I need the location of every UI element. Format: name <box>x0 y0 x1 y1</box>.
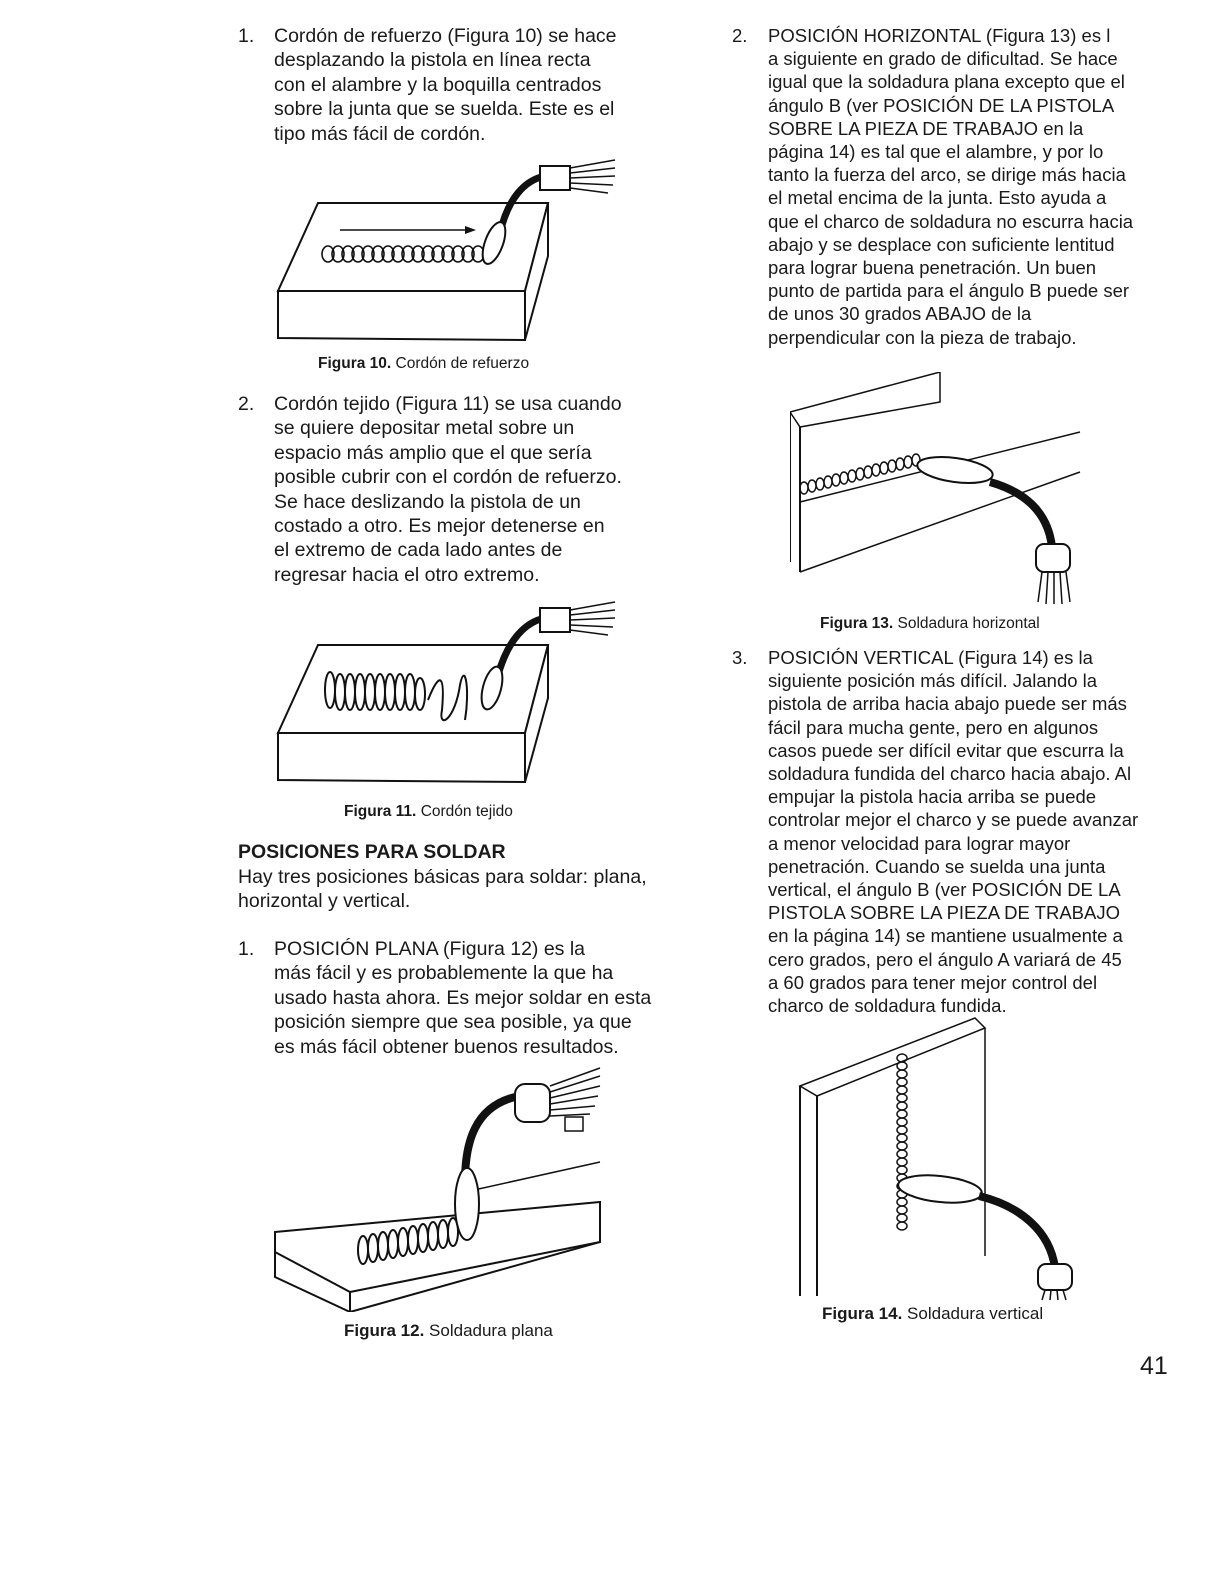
list-number: 3. <box>732 647 748 668</box>
figure-label: Figura 13. <box>820 615 894 632</box>
figure-14-illustration <box>795 1016 1095 1301</box>
figure-caption-text: Soldadura vertical <box>907 1304 1044 1323</box>
list-text: POSICIÓN PLANA (Figura 12) es la más fácil y es probablemente la que ha usado hasta ahora. Es mejor soldar en esta posición siempre que sea posible, ya que es más fácil obtener buenos resultados. <box>274 938 652 1058</box>
figure-13-caption <box>820 614 1040 634</box>
section-intro: Hay tres posiciones básicas para soldar: plana, horizontal y vertical. <box>238 866 647 913</box>
figure-label: Figura 12. <box>344 1321 425 1340</box>
figure-caption-text: Cordón de refuerzo <box>395 355 530 372</box>
figure-caption-text: Soldadura horizontal <box>897 615 1040 632</box>
figure-caption-text: Soldadura plana <box>429 1321 553 1340</box>
figure-12-caption <box>344 1321 553 1341</box>
figure-11-illustration <box>270 600 630 795</box>
figure-13-illustration <box>790 372 1090 607</box>
list-number: 2. <box>238 393 255 415</box>
figure-10-illustration <box>270 158 630 348</box>
list-number: 1. <box>238 938 255 960</box>
figure-14-caption <box>822 1304 1043 1324</box>
list-number: 2. <box>732 25 748 46</box>
list-number: 1. <box>238 25 255 47</box>
list-text: Cordón de refuerzo (Figura 10) se hace desplazando la pistola en línea recta con el alambre y la boquilla centrados sobre la junta que se suelda. Este es el tipo más fácil de cordón. <box>274 25 617 145</box>
figure-11-caption <box>344 802 513 822</box>
figure-caption-text: Cordón tejido <box>420 803 513 820</box>
figure-label: Figura 14. <box>822 1304 903 1323</box>
section-heading: POSICIONES PARA SOLDAR <box>238 841 506 863</box>
figure-12-illustration <box>265 1062 615 1312</box>
list-text: POSICIÓN HORIZONTAL (Figura 13) es l a siguiente en grado de dificultad. Se hace igual que la soldadura plana excepto que el ángulo B (ver POSICIÓN DE LA PISTOLA SOBRE LA PIEZA DE TRABAJO en la página 14) es tal que el alambre, y por lo tanto la fuerza del arco, se dirige más hacia el metal encima de la junta. Esto ayuda a que el charco de soldadura no escurra hacia abajo y se desplace con suficiente lentitud para lograr buena penetración. Un buen punto de partida para el ángulo B puede ser de unos 30 grados ABAJO de la perpendicular con la pieza de trabajo. <box>768 25 1134 348</box>
figure-label: Figura 10. <box>318 355 392 372</box>
list-text: Cordón tejido (Figura 11) se usa cuando se quiere depositar metal sobre un espacio más amplio que el que sería posible cubrir con el cordón de refuerzo. Se hace deslizando la pistola de un costado a otro. Es mejor detenerse en el extremo de cada lado antes de regresar hacia el otro extremo. <box>274 393 622 586</box>
page-number: 41 <box>1140 1352 1168 1380</box>
list-text: POSICIÓN VERTICAL (Figura 14) es la siguiente posición más difícil. Jalando la pistola de arriba hacia abajo puede ser más fácil para mucha gente, pero en algunos casos puede ser difícil evitar que escurra la soldadura fundida del charco hacia abajo. Al empujar la pistola hacia arriba se puede controlar mejor el charco y se puede avanzar a menor velocidad para lograr mayor penetración. Cuando se suelda una junta vertical, el ángulo B (ver POSICIÓN DE LA PISTOLA SOBRE LA PIEZA DE TRABAJO en la página 14) se mantiene usualmente a cero grados, pero el ángulo A variará de 45 a 60 grados para tener mejor control del charco de soldadura fundida. <box>768 647 1139 1017</box>
figure-10-caption <box>318 354 529 374</box>
figure-label: Figura 11. <box>344 803 417 820</box>
